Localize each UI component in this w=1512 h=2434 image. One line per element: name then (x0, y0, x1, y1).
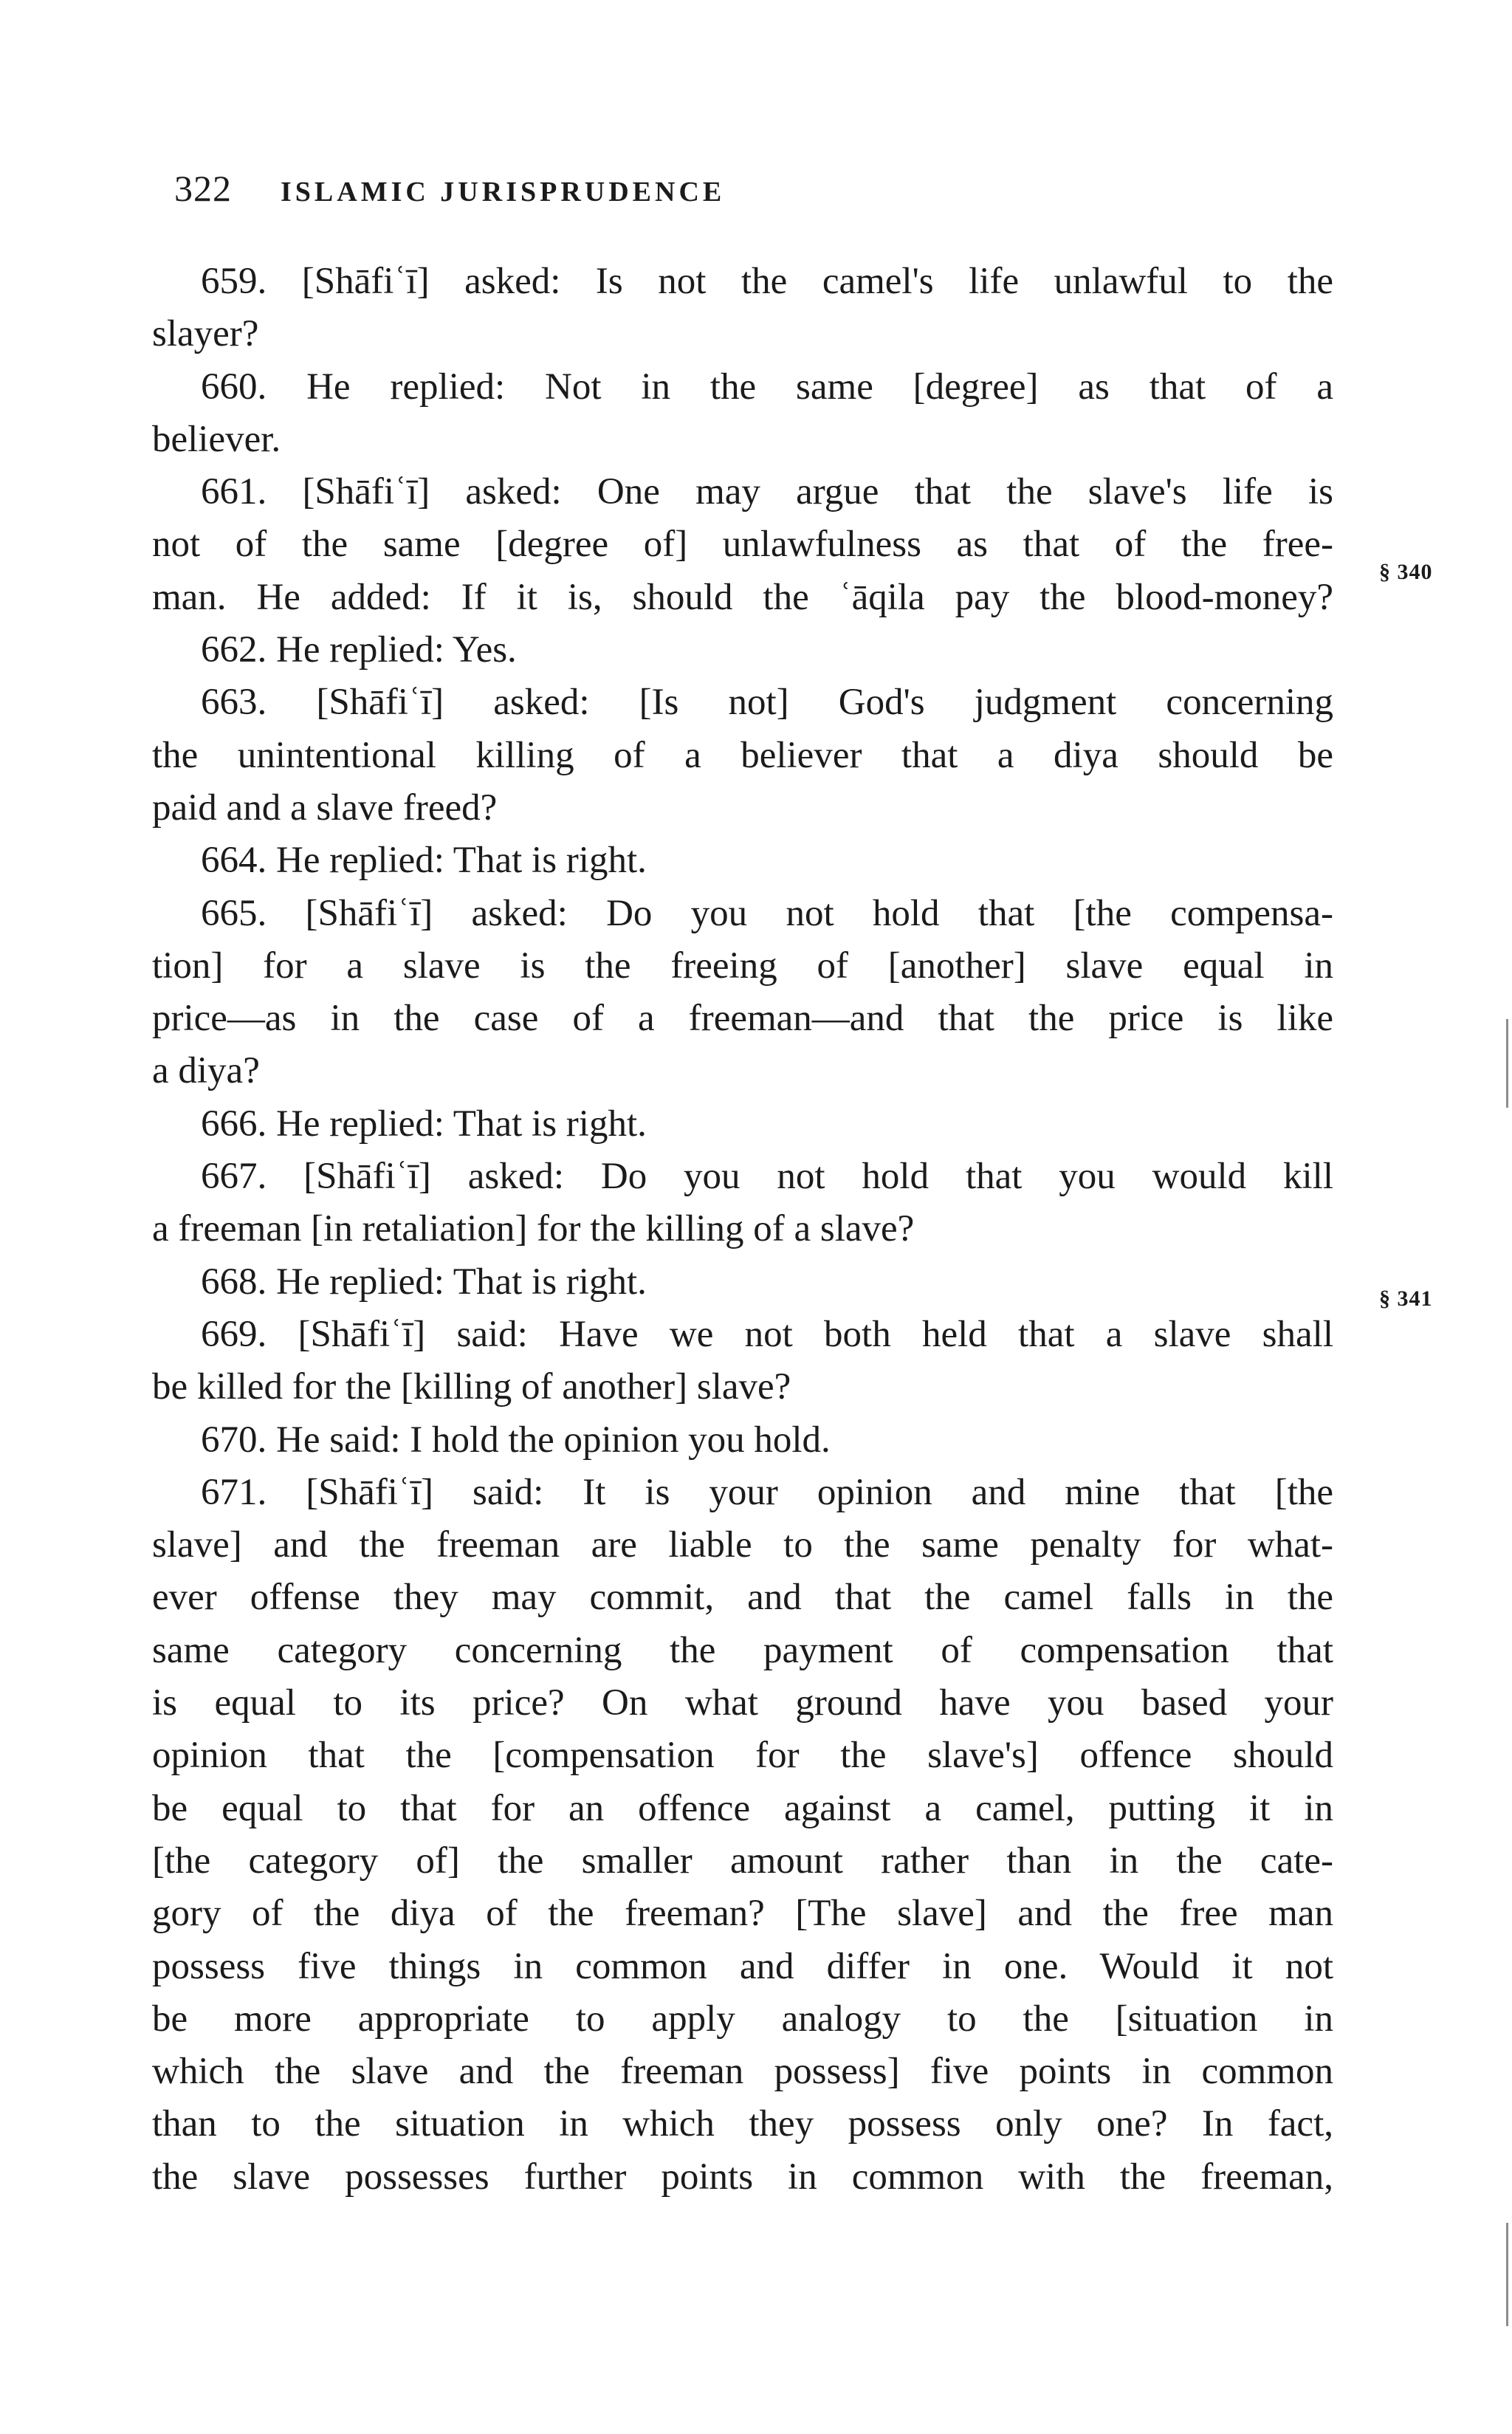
text-line: price—as in the case of a freeman—and that the price is like (152, 998, 1333, 1040)
text-line: a diya? (152, 1050, 260, 1092)
text-line: than to the situation in which they possess only one? In fact, (152, 2103, 1333, 2145)
text-line: [the category of] the smaller amount rather than in the cate- (152, 1840, 1333, 1882)
text-line: possess five things in common and differ in one. Would it not (152, 1945, 1333, 1987)
text-line: 664. He replied: That is right. (201, 840, 647, 882)
margin-section-ref: § 341 (1379, 1286, 1433, 1311)
text-line: 671. [Shāfiʿī] said: It is your opinion and mine that [the (201, 1471, 1333, 1513)
text-line: a freeman [in retaliation] for the killing of a slave? (152, 1208, 915, 1250)
running-head: ISLAMIC JURISPRUDENCE (281, 176, 726, 208)
text-line: opinion that the [compensation for the slave's] offence should (152, 1735, 1333, 1777)
text-line: 665. [Shāfiʿī] asked: Do you not hold that [the compensa- (201, 892, 1333, 934)
scan-edge-mark (1506, 2223, 1508, 2326)
text-line: is equal to its price? On what ground have you based your (152, 1682, 1333, 1724)
text-line: 662. He replied: Yes. (201, 629, 517, 671)
text-line: 661. [Shāfiʿī] asked: One may argue that the slave's life is (201, 471, 1333, 513)
scan-edge-mark (1506, 1019, 1508, 1108)
text-line: paid and a slave freed? (152, 786, 498, 829)
text-line: 666. He replied: That is right. (201, 1103, 647, 1145)
text-line: man. He added: If it is, should the ʿāqila pay the blood-money? (152, 576, 1333, 618)
text-line: be equal to that for an offence against a camel, putting it in (152, 1787, 1333, 1829)
text-line: 668. He replied: That is right. (201, 1261, 647, 1303)
text-line: 660. He replied: Not in the same [degree] as that of a (201, 366, 1333, 408)
margin-section-ref: § 340 (1379, 560, 1433, 584)
text-line: the unintentional killing of a believer that a diya should be (152, 734, 1333, 776)
text-line: 667. [Shāfiʿī] asked: Do you not hold that you would kill (201, 1156, 1333, 1198)
text-line: 670. He said: I hold the opinion you hold. (201, 1419, 831, 1461)
text-line: believer. (152, 418, 281, 460)
page-number: 322 (174, 168, 232, 209)
text-line: ever offense they may commit, and that the camel falls in the (152, 1577, 1333, 1619)
text-line: slave] and the freeman are liable to the same penalty for what- (152, 1524, 1333, 1566)
text-line: same category concerning the payment of compensation that (152, 1629, 1333, 1671)
text-line: 659. [Shāfiʿī] asked: Is not the camel's life unlawful to the (201, 261, 1333, 302)
text-line: which the slave and the freeman possess] five points in common (152, 2051, 1333, 2093)
text-body (152, 256, 1333, 2204)
page-header (174, 167, 725, 210)
text-line: the slave possesses further points in common with the freeman, (152, 2156, 1333, 2198)
text-line: slayer? (152, 313, 259, 355)
text-line: be more appropriate to apply analogy to the [situation in (152, 1998, 1333, 2040)
text-line: not of the same [degree of] unlawfulness as that of the free- (152, 524, 1333, 566)
text-line: tion] for a slave is the freeing of [another] slave equal in (152, 945, 1333, 987)
text-line: gory of the diya of the freeman? [The slave] and the free man (152, 1893, 1333, 1935)
text-line: 669. [Shāfiʿī] said: Have we not both held that a slave shall (201, 1313, 1333, 1355)
text-line: be killed for the [killing of another] slave? (152, 1366, 791, 1408)
text-line: 663. [Shāfiʿī] asked: [Is not] God's judgment concerning (201, 682, 1333, 724)
